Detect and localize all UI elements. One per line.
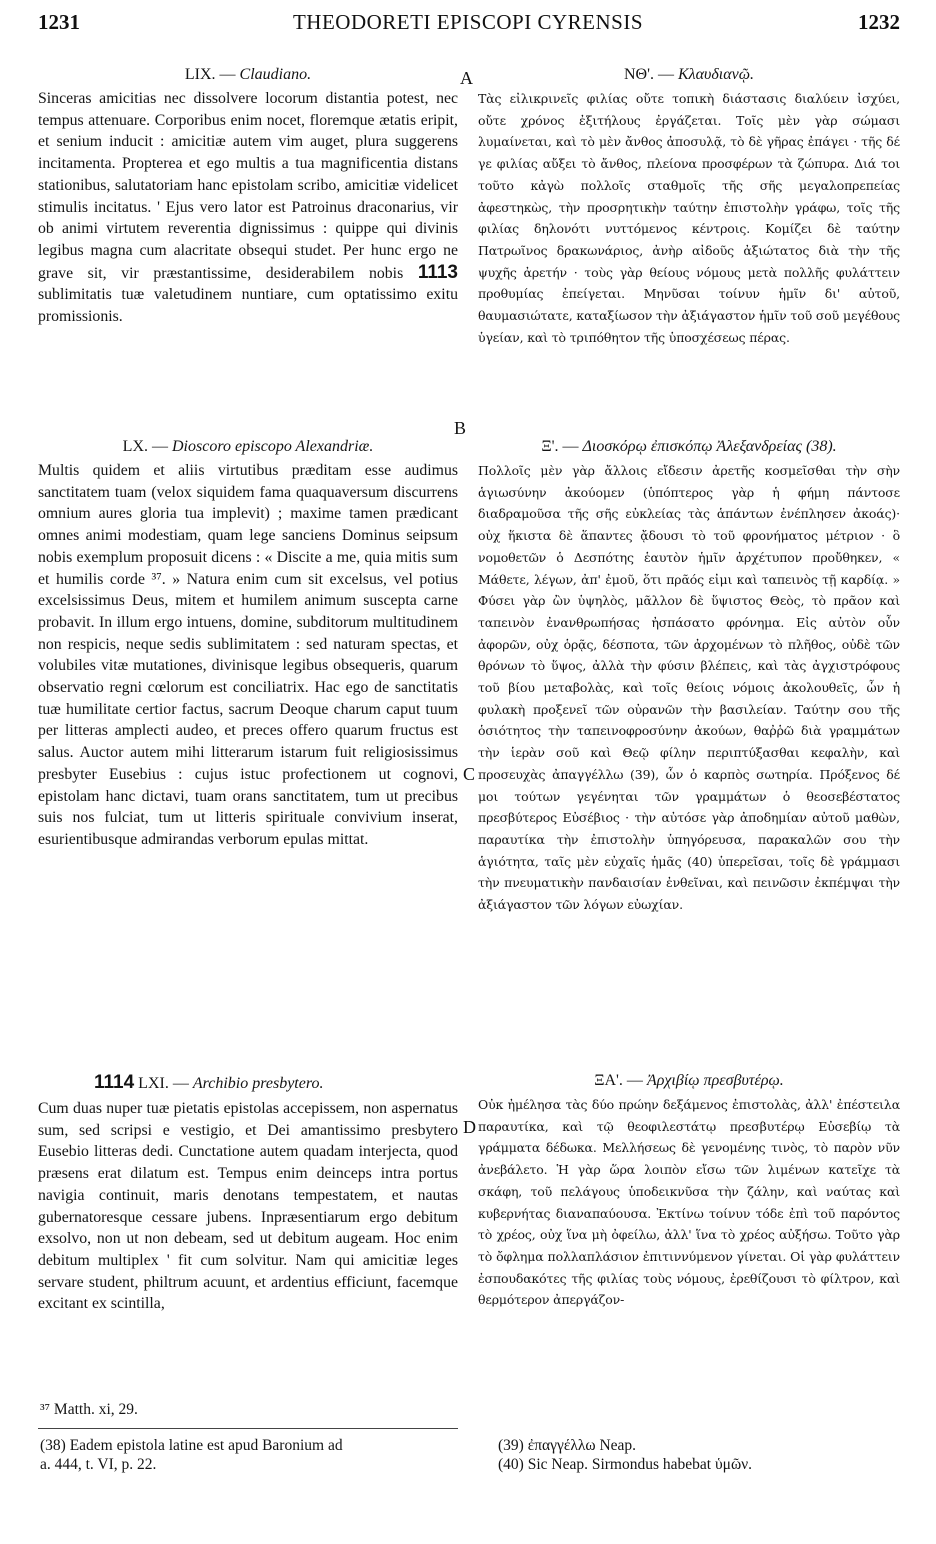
latin-letter-60-heading (38, 438, 458, 456)
footnote-38-line-2: a. 444, t. VI, p. 22. (40, 1456, 157, 1473)
latin-letter-59-body-end: sublimitatis tuæ valetudinem nuntiare, cum optatissimo exitu promissionis. (38, 286, 458, 326)
heading-number: ΝΘ'. — (623, 66, 674, 83)
page-marker-1113: 1113 (417, 261, 458, 283)
latin-letter-61-text: Cum duas nuper tuæ pietatis epistolas accepissem, non aspernatus sum, sed scripsi e vestigio, et Dei amantissimo presbytero Eusebio litteras dedi. Cunctatione autem quadam interjecta, quod præsens erat dilatum est. Tempus enim deinceps intra portus navigia continuit, maris denotans tempestatem, et nautas gubernatoresque cessare jubens. Inpræsentiarum ergo debitum exsolvo, non ut non debeam, sed ut debitum augeam. Hoc enim debitum multiplex ' fit cum solvitur. Nam qui amicitiæ leges servare student, philtrum acuunt, et ardentius efficiunt, facemque excitant ex scintilla, (38, 1100, 458, 1313)
greek-letter-60-text: Πολλοῖς μὲν γὰρ ἄλλοις εἴδεσιν ἀρετῆς κοσμεῖσθαι τὴν σὴν ἁγιωσύνην ἀκούομεν (ὑπόπτερος γὰρ ἡ φήμη πάντοσε διαδραμοῦσα τῆς σῆς εὐκλείας τὰς ἁπάντων ἐνέπλησεν ἀκοάς)· οὐχ ἥκιστα δὲ ἅπαντες ᾄδουσι τὸ τοῦ φρονήματος μέτριον · ὃ νομοθετῶν ὁ Δεσπότης ἑαυτὸν ἡμῖν ἀρχέτυπον προὔθηκεν, « Μάθετε, λέγων, ἀπ' ἐμοῦ, ὅτι πρᾶός εἰμι καὶ ταπεινὸς τῇ καρδίᾳ. » Φύσει γὰρ ὢν ὑψηλὸς, μᾶλλον δὲ ὕψιστος Θεὸς, τὸ πρᾶον καὶ ταπεινὸν ἐνανθρωπήσας ἠσπάσατο φρόνημα. Εἰς αὐτὸν οὖν ἀφορῶν, οὐχ ὁρᾷς, δέσποτα, τῶν ἀρχομένων τὸ πλῆθος, οὐδὲ τῶν θρόνων τὸ ὕψος, ἀλλὰ τὴν φύσιν βλέπεις, καὶ τὰς ἀγχιστρόφους τοῦ βίου μεταβολὰς, καὶ τοῖς θείοις νόμοις ἀκολουθεῖς, ὧν ἡ φυλακὴ προξενεῖ τῶν οὐρανῶν τὴν βασιλείαν. Ταύτην σου τῆς ὁσιότητος τὴν ταπεινοφροσύνην ἀκούων, θαῤῥῶ διὰ γραμμάτων τὴν ἱερὰν σοῦ καὶ Θεῷ φίλην περιπτύξασθαι κεφαλὴν, καὶ προσευχὰς ἀπαγγέλλω (39), ὧν ὁ καρπὸς σωτηρία. Πρόξενος δέ μοι τούτων γεγένηται τῶν γραμμάτων ὁ θεοσεβέστατος πρεσβύτερος Εὐσέβιος · τὴν αὐτόσε γὰρ ἀποδημίαν αὐτοῦ μαθὼν, παραυτίκα τὴν ἐπιστολὴν ὑπηγόρευσα, παρακαλῶν σου τὴν ἁγιότητα, ταῖς μὲν εὐχαῖς ἡμᾶς (40) ὑπερεῖσαι, τοῖς δὲ γράμμασι τὴν πνευματικὴν πανδαισίαν ἐνθεῖναι, καὶ πεινῶσιν ἐκπέμψαι τὴν ἀξιάγαστον τῶν λόγων εὐωχίαν. (478, 463, 900, 913)
greek-letter-59-text: Τὰς εἰλικρινεῖς φιλίας οὔτε τοπικὴ διάστασις διαλύειν ἰσχύει, οὔτε χρόνος ἐξιτήλους ἐργάζεται. Τοῖς μὲν γὰρ σώμασι λυμαίνεται, καὶ τὸ μὲν ἄνθος ἀποσυλᾷ, τὸ δὲ γῆρας ἐπάγει · τῆς δέ γε φιλίας αὔξει τὸ ἄνθος, πλείονα προσφέρων τὰ ζώπυρα. Διά τοι τοῦτο κἀγὼ πολλοῖς σταθμοῖς τῆς σῆς μεγαλοπρεπείας ἀφεστηκὼς, τὴν προσρητικὴν ταύτην ἐπιστολὴν γράφω, τοῖς τῆς φιλίας δηλονότι νυττόμενος κέντροις. Κομίζει δὲ ταύτην Πατρωῖνος δρακωνάριος, ἀνὴρ αἰδοῦς ἀξιώτατος διὰ τὴν τῆς ψυχῆς ἀρετήν · τοὺς γὰρ θείους νόμους μετὰ πολλῆς φυλάττειν προθυμίας ἐπείγεται. Μηνῦσαι τοίνυν ἡμῖν δι' αὐτοῦ, θαυμασιώτατε, καταξίωσον τὴν ἀξιάγαστον ἡμῖν τοῦ σοῦ μεγέθους ὑγείαν, καὶ τὸ τριπόθητον τῆς ὑποσχέσεως πέρας. (478, 91, 900, 345)
margin-letter-d: D (463, 1117, 476, 1137)
latin-letter-59-body: Sinceras amicitias nec dissolvere locorum distantia potest, nec tempus attenuare. Corporibus enim nocet, floremque ætatis eripit, et senium inducit : amicitiæ autem vim auget, plura suggerens incitamenta. Propterea et ego multis a tua magnificentia distans stationibus, salutatoriam hanc epistolam scribo, amicitiæ videlicet stimulis incitatus. ' Ejus vero lator est Patroinus draconarius, vir ob animi virtutem reverentia dignissimus : quippe qui divinis legibus magna cum alacritate obsequi studet. Per hunc ergo ne grave sit, vir præstantissime, desiderabilem nobis (38, 90, 458, 282)
page-marker-1114: 1114 (94, 1072, 135, 1093)
latin-letter-61-heading (38, 1072, 458, 1094)
heading-number: LX. — (122, 438, 168, 455)
heading-addressee: Διοσκόρῳ ἐπισκόπῳ Ἀλεξανδρείας (38). (582, 438, 837, 455)
heading-addressee: Claudiano. (239, 66, 312, 83)
footnote-40: (40) Sic Neap. Sirmondus habebat ὑμῶν. (498, 1456, 753, 1473)
heading-addressee: Dioscoro episcopo Alexandriæ. (172, 438, 374, 455)
latin-letter-60-text: Multis quidem et aliis virtutibus præditam esse audimus sanctitatem tuam (velox siquidem fama quaquaversum discurrens omnium aures gloria tua implevit) ; maxime tamen prædicant omnes animi modestiam, quam lege sanciens Dominus seipsum nobis exemplum proposuit dicens : « Discite a me, quia mitis sum et humilis corde ³⁷. » Natura enim cum sit excelsus, vel potius excelsissimus Deus, mitem et humilem animum suscepta carne probavit. In illum ergo intuens, domine, subditorum multitudinem non respicis, neque sedis sublimitatem : sed naturam spectas, et volubiles vitæ mutationes, divinisque legibus obsequeris, quarum observatio regni cœlorum est conciliatrix. Hac ego de sanctitatis tuæ humilitate certior factus, sacrum Deoque charum caput tuum per litteras amplecti audeo, et preces offero quarum fructus est salus. Auctor autem mihi litterarum istarum fuit religiosissimus presbyter Eusebius : cujus istuc profectionem ut cognovi, epistolam hanc dictavi, tuam orans sanctitatem, tum ut precibus suis nos fulciat, tum ut litteris spirituale convivium inserat, esurientibusque admirandas verborum epulas mittat. (38, 462, 458, 848)
heading-number: ΞΑ'. — (594, 1072, 643, 1089)
latin-letter-59-text (38, 88, 458, 328)
greek-letter-61-text: Οὐκ ἠμέλησα τὰς δύο πρώην δεξάμενος ἐπιστολὰς, ἀλλ' ἐπέστειλα παραυτίκα, καὶ τῷ θεοφιλεστάτῳ πρεσβυτέρῳ Εὐσεβίῳ τὰ γράμματα δέδωκα. Μελλήσεως δὲ γενομένης τινὸς, τὸ παρὸν νῦν ἀνεβάλετο. Ἡ γὰρ ὥρα λοιπὸν εἴσω τῶν λιμένων κατεῖχε τὰ σκάφη, τοῦ πελάγους ὑποδεικνῦσα τὴν ζάλην, καὶ ναύτας καὶ κυβερνήτας διαναπαύουσα. Ἐκτίνω τοίνυν τόδε ἐπὶ τοῦ παρόντος τὸ χρέος, οὐχ ἵνα μὴ ὀφείλω, ἀλλ' ἵνα τὸ χρέος αὐξήσω. Τοῦτο γὰρ τὸ ὄφλημα πολλαπλάσιον ἐπιτιννύμενον γίνεται. Οἱ γὰρ φυλάττειν ἐσπουδακότες τῆς φιλίας τοὺς νόμους, ἐρεθίζουσι τὸ φίλτρον, καὶ θερμότερον ἀπεργάζον- (478, 1097, 900, 1308)
heading-number: Ξ'. — (541, 438, 579, 455)
footnote-37: ³⁷ Matth. xi, 29. (40, 1401, 138, 1418)
right-page-number: 1232 (858, 10, 900, 34)
greek-letter-60-heading (478, 438, 900, 456)
greek-letter-59 (478, 66, 900, 348)
heading-number: LIX. — (184, 66, 236, 83)
heading-addressee: Archibio presbytero. (192, 1075, 324, 1092)
footnote-38 (40, 1436, 460, 1474)
footnote-rule (38, 1428, 458, 1429)
greek-letter-61-heading (478, 1072, 900, 1090)
greek-letter-59-heading (478, 66, 900, 84)
footnotes-right (498, 1436, 898, 1474)
greek-letter-61 (478, 1072, 900, 1311)
footnote-38-line-1: (38) Eadem epistola latine est apud Baronium ad (40, 1437, 343, 1454)
margin-letter-b: B (454, 418, 467, 438)
left-page-number: 1231 (38, 10, 80, 34)
latin-letter-59-heading (38, 66, 458, 84)
latin-letter-61 (38, 1072, 458, 1315)
heading-addressee: Ἀρχιβίῳ πρεσβυτέρῳ. (646, 1072, 784, 1089)
heading-number: LXI. — (138, 1075, 189, 1092)
latin-letter-60 (38, 438, 458, 851)
heading-addressee: Κλαυδιανῷ. (677, 66, 755, 83)
margin-letter-a: A (460, 68, 473, 88)
latin-column (38, 66, 458, 328)
margin-letter-c: C (463, 764, 476, 784)
running-title: THEODORETI EPISCOPI CYRENSIS (292, 10, 644, 34)
footnote-39: (39) ἐπαγγέλλω Neap. (498, 1437, 637, 1454)
greek-letter-60 (478, 438, 900, 916)
